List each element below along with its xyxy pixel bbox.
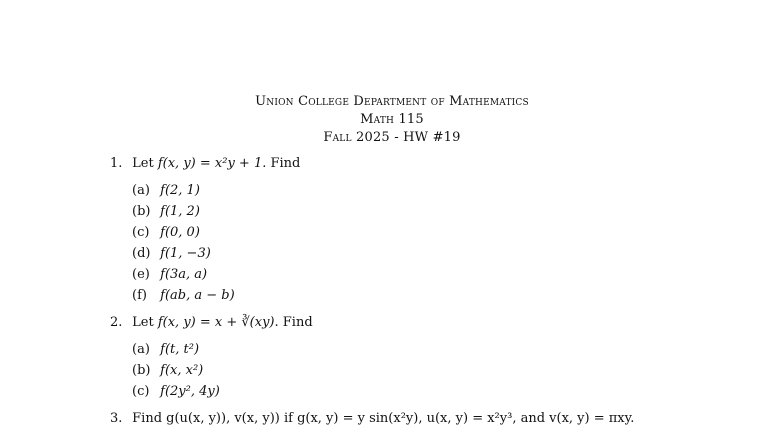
document-header <box>0 93 784 147</box>
problem-number: 1. <box>110 156 123 171</box>
part-label: (a) <box>132 342 150 357</box>
problem-1-part-b <box>132 203 200 221</box>
problem-1-part-f <box>132 287 235 305</box>
problem-1 <box>110 155 300 173</box>
problem-2-part-b <box>132 362 203 380</box>
part-label: (c) <box>132 384 150 399</box>
part-expression: f(1, −3) <box>160 246 211 261</box>
problem-1-part-e <box>132 266 207 284</box>
problem-2 <box>110 314 313 332</box>
problem-suffix: . Find <box>262 156 301 171</box>
part-expression: f(2y², 4y) <box>160 384 220 399</box>
problem-number: 2. <box>110 315 123 330</box>
problem-1-part-a <box>132 182 200 200</box>
problem-text: Find g(u(x, y)), v(x, y)) if g(x, y) = y sin(x²y), u(x, y) = x²y³, and v(x, y) = πxy. <box>132 411 635 426</box>
part-expression: f(ab, a − b) <box>160 288 235 303</box>
problem-function: f(x, y) = x + ∛(xy) <box>157 315 275 330</box>
problem-1-part-c <box>132 224 200 242</box>
part-label: (c) <box>132 225 150 240</box>
part-label: (a) <box>132 183 150 198</box>
part-label: (b) <box>132 204 151 219</box>
part-expression: f(x, x²) <box>160 363 204 378</box>
part-expression: f(0, 0) <box>160 225 200 240</box>
problem-2-part-c <box>132 383 220 401</box>
part-expression: f(2, 1) <box>160 183 200 198</box>
part-expression: f(3a, a) <box>160 267 208 282</box>
problem-3 <box>110 410 634 428</box>
part-expression: f(t, t²) <box>160 342 200 357</box>
course-title: Math 115 <box>360 112 424 127</box>
problem-suffix: . Find <box>274 315 313 330</box>
problem-prefix: Let <box>132 315 154 330</box>
part-expression: f(1, 2) <box>160 204 200 219</box>
part-label: (f) <box>132 288 147 303</box>
assignment-title: Fall 2025 - HW #19 <box>323 130 461 145</box>
problem-function: f(x, y) = x²y + 1 <box>157 156 263 171</box>
problem-2-part-a <box>132 341 199 359</box>
part-label: (e) <box>132 267 150 282</box>
problem-number: 3. <box>110 411 123 426</box>
part-label: (d) <box>132 246 151 261</box>
problem-prefix: Let <box>132 156 154 171</box>
problem-1-part-d <box>132 245 211 263</box>
part-label: (b) <box>132 363 151 378</box>
department-title: Union College Department of Mathematics <box>255 94 529 109</box>
